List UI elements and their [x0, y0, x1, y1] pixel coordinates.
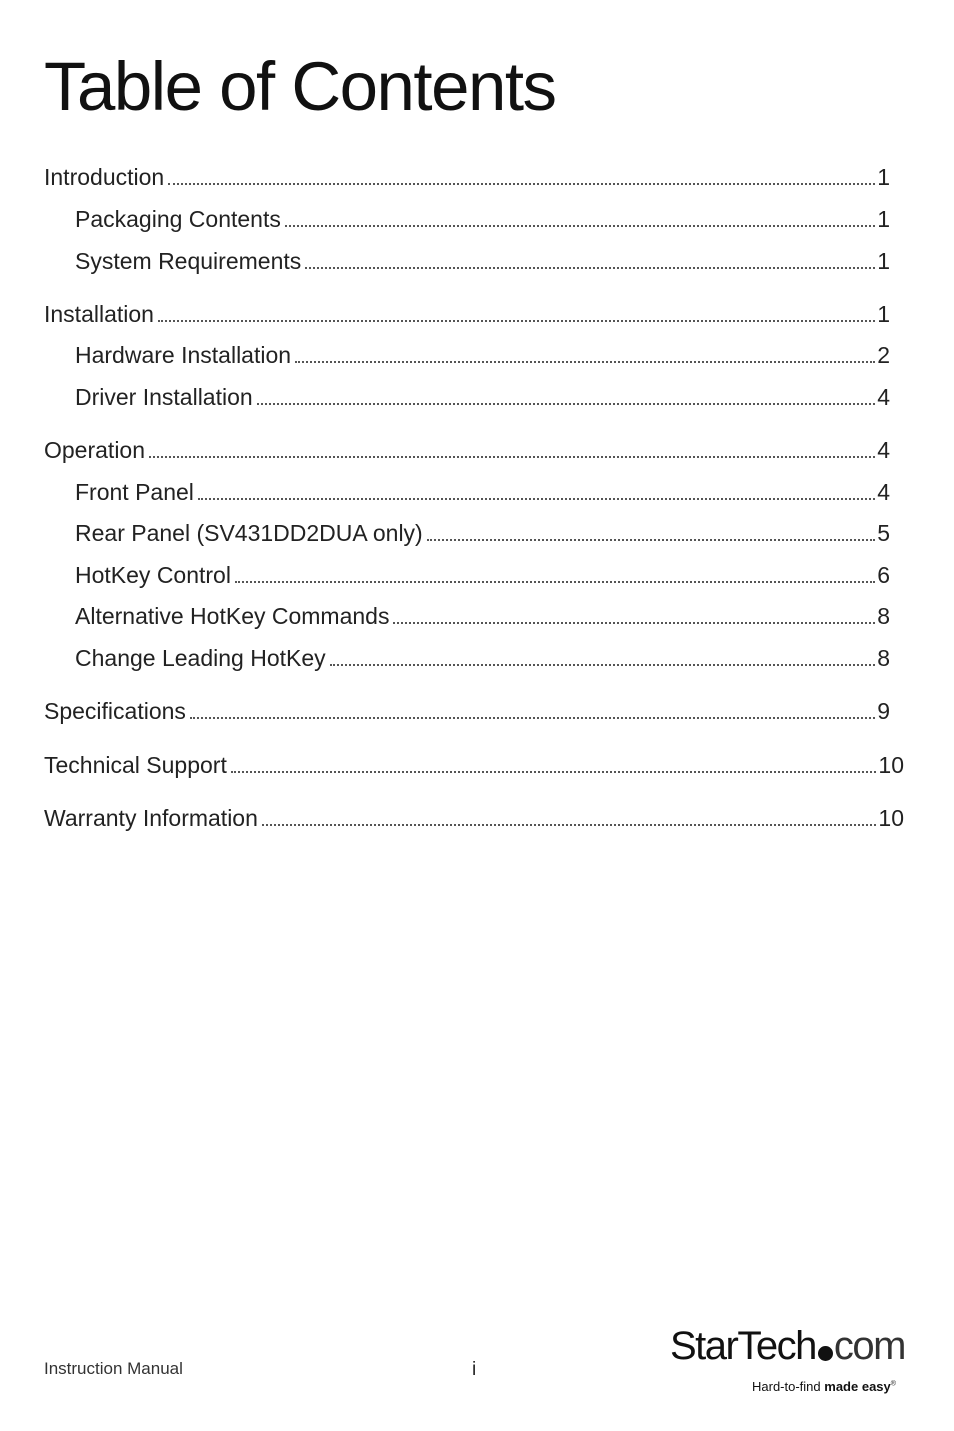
logo-dot-icon: [818, 1346, 833, 1361]
toc-entry-label: Packaging Contents: [75, 206, 281, 232]
dot-leader: [198, 498, 875, 500]
toc-entry-hotkey-control[interactable]: [75, 564, 890, 587]
toc-entry-page: 8: [877, 603, 890, 629]
toc-entry-label: System Requirements: [75, 248, 302, 274]
toc-entry-label: Installation: [44, 301, 154, 327]
toc-entry-page: 1: [877, 301, 890, 327]
dot-leader: [235, 581, 875, 583]
toc-entry-label: Driver Installation: [75, 384, 253, 410]
startech-logo: [670, 1326, 918, 1396]
logo-domain: com: [833, 1324, 905, 1368]
toc-entry-page: 10: [878, 805, 904, 831]
toc-entry-driver-installation[interactable]: [75, 386, 890, 409]
toc-entry-page: 10: [878, 752, 904, 778]
toc-entry-technical-support[interactable]: [44, 754, 904, 777]
dot-leader: [168, 183, 875, 185]
logo-tagline-bold: made easy: [824, 1379, 891, 1394]
toc-entry-page: 4: [877, 437, 890, 463]
logo-tagline-light: Hard-to-find: [752, 1379, 821, 1394]
dot-leader: [330, 664, 876, 666]
page-title: Table of Contents: [44, 48, 556, 125]
toc-entry-label: Hardware Installation: [75, 342, 292, 368]
toc-entry-label: Operation: [44, 437, 146, 463]
toc-entry-alternative-hotkey-commands[interactable]: [75, 605, 890, 628]
toc-entry-page: 6: [877, 562, 890, 588]
toc-entry-operation[interactable]: [44, 439, 890, 462]
dot-leader: [262, 824, 877, 826]
dot-leader: [305, 267, 875, 269]
dot-leader: [427, 539, 875, 541]
logo-wordmark: [670, 1326, 905, 1366]
dot-leader: [295, 361, 875, 363]
toc-entry-label: HotKey Control: [75, 562, 231, 588]
toc-entry-hardware-installation[interactable]: [75, 344, 890, 367]
dot-leader: [149, 456, 875, 458]
toc-entry-change-leading-hotkey[interactable]: [75, 647, 890, 670]
footer-page-number: i: [472, 1359, 477, 1380]
toc-entry-page: 4: [877, 384, 890, 410]
toc-entry-page: 9: [877, 698, 890, 724]
dot-leader: [231, 771, 877, 773]
toc-entry-label: Introduction: [44, 164, 165, 190]
toc-entry-page: 5: [877, 520, 890, 546]
toc-entry-label: Front Panel: [75, 479, 194, 505]
toc-entry-label: Warranty Information: [44, 805, 258, 831]
toc-entry-label: Change Leading HotKey: [75, 645, 326, 671]
toc-entry-page: 4: [877, 479, 890, 505]
toc-entry-specifications[interactable]: [44, 700, 890, 723]
footer-document-type: Instruction Manual: [44, 1359, 183, 1378]
dot-leader: [158, 320, 875, 322]
registered-mark: ®: [890, 1380, 896, 1388]
dot-leader: [285, 225, 875, 227]
toc-entry-label: Alternative HotKey Commands: [75, 603, 390, 629]
toc-entry-page: 1: [877, 248, 890, 274]
toc-entry-installation[interactable]: [44, 303, 890, 326]
toc-entry-system-requirements[interactable]: [75, 250, 890, 273]
logo-brand: StarTech: [670, 1324, 816, 1368]
toc-entry-warranty-information[interactable]: [44, 807, 904, 830]
toc-entry-page: 8: [877, 645, 890, 671]
dot-leader: [257, 403, 876, 405]
logo-tagline: [752, 1379, 896, 1394]
toc-entry-introduction[interactable]: [44, 166, 890, 189]
toc-entry-label: Technical Support: [44, 752, 227, 778]
toc-entry-page: 1: [877, 164, 890, 190]
toc-entry-rear-panel[interactable]: [75, 522, 890, 545]
dot-leader: [190, 717, 875, 719]
toc-entry-label: Specifications: [44, 698, 186, 724]
toc-entry-page: 1: [877, 206, 890, 232]
dot-leader: [393, 622, 875, 624]
toc-entry-page: 2: [877, 342, 890, 368]
toc-entry-packaging-contents[interactable]: [75, 208, 890, 231]
toc-entry-label: Rear Panel (SV431DD2DUA only): [75, 520, 423, 546]
toc-entry-front-panel[interactable]: [75, 481, 890, 504]
